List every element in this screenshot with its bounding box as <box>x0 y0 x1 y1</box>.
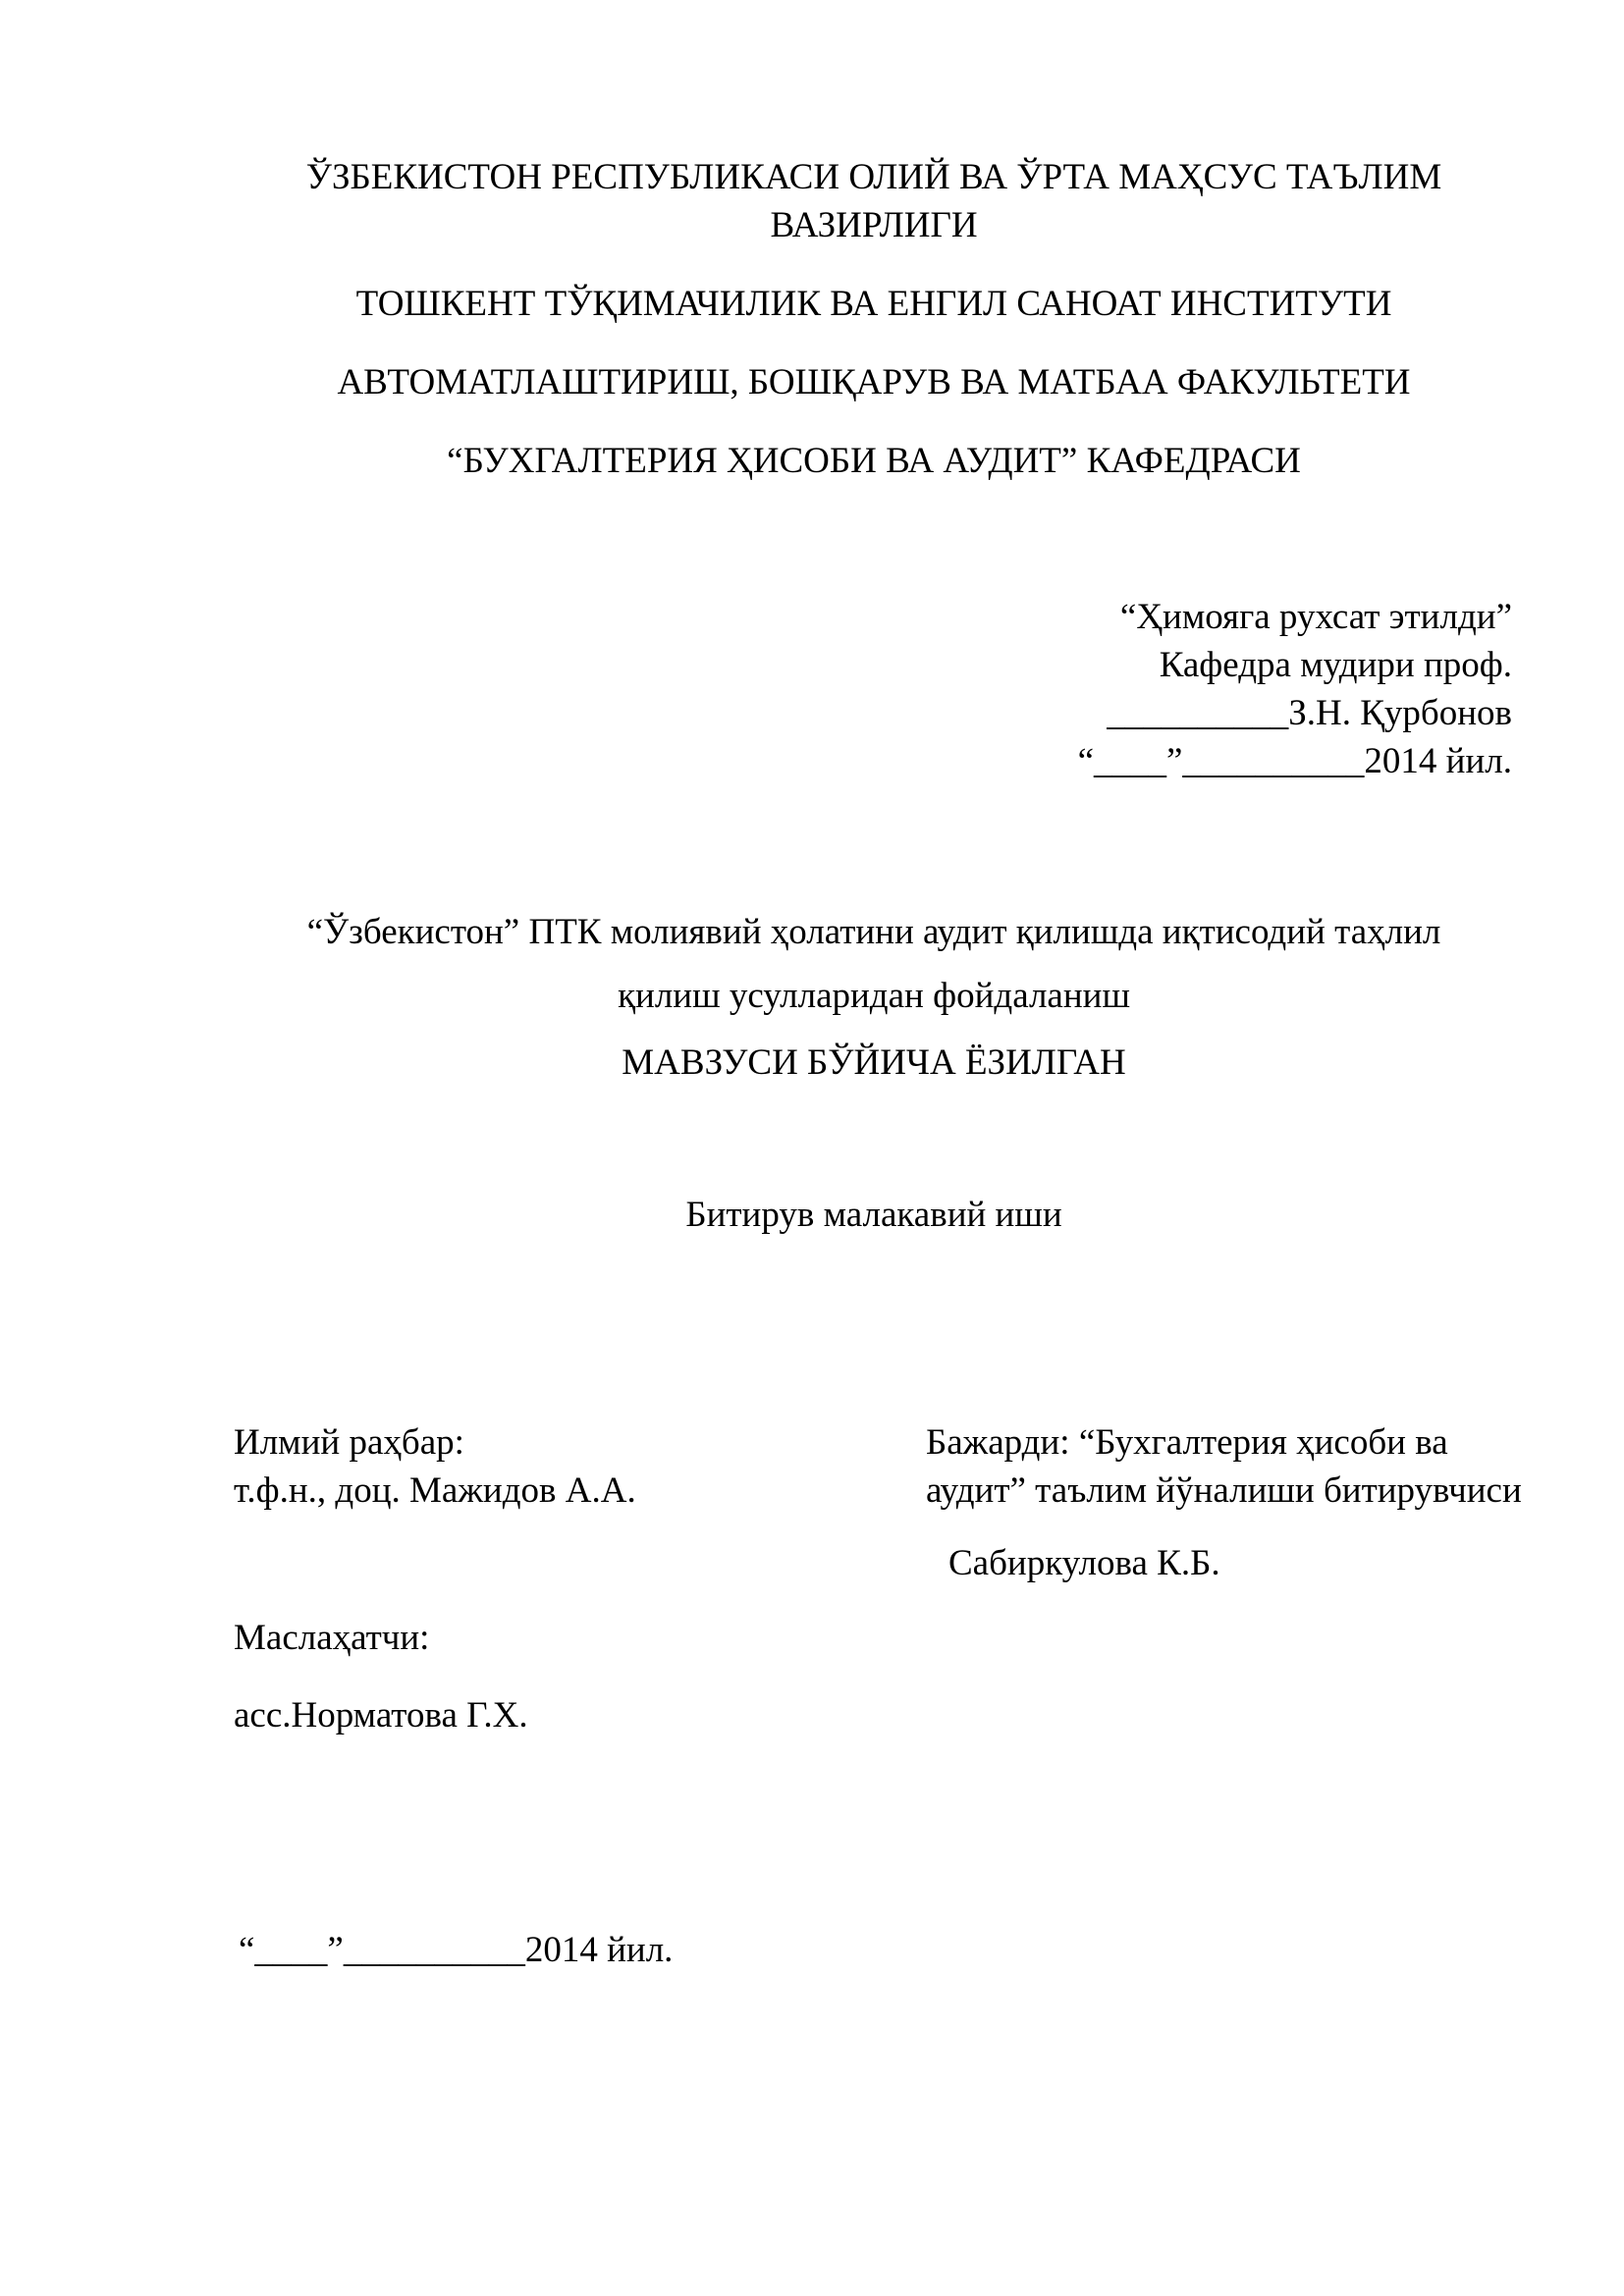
performer-name: Сабиркулова К.Б. <box>948 1543 1220 1583</box>
performer-line-2: аудит” таълим йўналиши битирувчиси <box>926 1470 1522 1511</box>
institute-title: ТОШКЕНТ ТЎҚИМАЧИЛИК ВА ЕНГИЛ САНОАТ ИНСТИТУТИ <box>355 284 1392 324</box>
consultant-label: Маслаҳатчи: <box>234 1618 430 1658</box>
ministry-title-line2: ВАЗИРЛИГИ <box>770 205 978 245</box>
topic-line-1: “Ўзбекистон” ПТК молиявий ҳолатини аудит қилишда иқтисодий таҳлил <box>306 912 1441 952</box>
supervisor-name: т.ф.н., доц. Мажидов А.А. <box>234 1470 636 1511</box>
approval-line-1: “Ҳимояга рухсат этилди” <box>1119 597 1512 637</box>
ministry-title-line1: ЎЗБЕКИСТОН РЕСПУБЛИКАСИ ОЛИЙ ВА ЎРТА МАҲСУС ТАЪЛИМ <box>305 157 1442 197</box>
consultant-name: асс.Норматова Г.Х. <box>234 1695 528 1735</box>
department-title: “БУХГАЛТЕРИЯ ҲИСОБИ ВА АУДИТ” КАФЕДРАСИ <box>447 441 1301 481</box>
supervisor-label: Илмий раҳбар: <box>234 1422 464 1463</box>
approval-line-2: Кафедра мудири проф. <box>1159 645 1512 685</box>
work-type: Битирув малакавий иши <box>685 1195 1062 1235</box>
topic-line-3: МАВЗУСИ БЎЙИЧА ЁЗИЛГАН <box>622 1042 1126 1083</box>
approval-line-3: __________З.Н. Қурбонов <box>1107 693 1512 733</box>
faculty-title: АВТОМАТЛАШТИРИШ, БОШҚАРУВ ВА МАТБАА ФАКУЛЬТЕТИ <box>337 362 1411 402</box>
approval-line-4: “____”__________2014 йил. <box>1077 741 1512 781</box>
footer-date: “____”__________2014 йил. <box>239 1930 674 1970</box>
topic-line-2: қилиш усулларидан фойдаланиш <box>618 976 1130 1016</box>
performer-line-1: Бажарди: “Бухгалтерия ҳисоби ва <box>926 1422 1448 1463</box>
